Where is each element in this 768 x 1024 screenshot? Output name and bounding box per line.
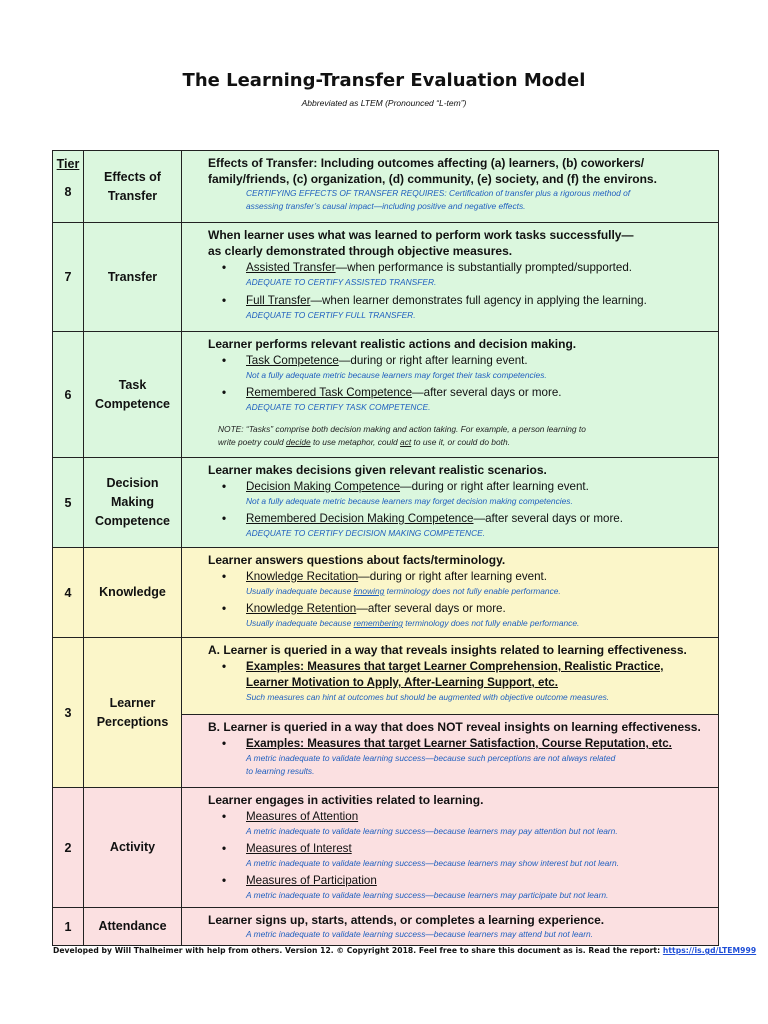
tier-3a-bullet xyxy=(208,659,710,675)
tier-5-row xyxy=(53,458,719,548)
tier-5-bullet-2 xyxy=(208,511,710,527)
tier-3b-note-2: to learning results. xyxy=(246,766,315,776)
knowledge-recitation-term: Knowledge Recitation xyxy=(246,570,359,583)
tier-1-note: A metric inadequate to validate learning success—because learners may attend but not learn. xyxy=(246,929,593,939)
tier-2-row xyxy=(53,788,719,908)
tier-3a-note: Such measures can hint at outcomes but should be augmented with objective outcome measures. xyxy=(246,692,610,702)
tier-2-bullet-3-note: A metric inadequate to validate learning success—because learners may participate but not learn. xyxy=(246,890,609,900)
tier-6-lead: Learner performs relevant realistic actions and decision making. xyxy=(208,337,577,351)
tier-6-bullet-1-note: Not a fully adequate metric because learners may forget their task competencies. xyxy=(246,370,547,380)
report-link[interactable]: https://is.gd/LTEM999 xyxy=(662,946,757,955)
tier-2-bullet-1-note: A metric inadequate to validate learning success—because learners may pay attention but not learn. xyxy=(246,826,618,836)
tier-5-name-line-2: Making xyxy=(110,495,155,509)
knowledge-recitation-desc: —during or right after learning event. xyxy=(358,570,547,583)
footer xyxy=(53,946,757,955)
tier-7-bullet-1 xyxy=(208,260,710,276)
tier-3b-lead: B. Learner is queried in a way that does NOT reveal insights on learning effectiveness. xyxy=(208,720,701,734)
tier-6-name-line-2: Competence xyxy=(94,396,171,411)
tier-6-tasks-note-1: NOTE: “Tasks” comprise both decision making and action taking. For example, a person learning to xyxy=(218,424,586,434)
tier-4-name: Knowledge xyxy=(84,548,182,638)
tier-6-number: 6 xyxy=(53,332,84,458)
tier-4-note-2-part-1: Usually inadequate because xyxy=(246,618,354,628)
tier-6-tasks-note-part-3: to use it, or could do both. xyxy=(411,437,510,447)
assisted-transfer-term: Assisted Transfer xyxy=(246,261,336,274)
tier-1-lead: Learner signs up, starts, attends, or completes a learning experience. xyxy=(208,913,605,927)
tier-4-note-1-part-1: Usually inadequate because xyxy=(246,586,354,596)
tier-5-description xyxy=(182,458,719,548)
remembered-task-competence-desc: —after several days or more. xyxy=(412,386,562,399)
tier-8-row xyxy=(53,151,719,223)
full-transfer-desc: —when learner demonstrates full agency in applying the learning. xyxy=(310,294,647,307)
tier-3b-note-1: A metric inadequate to validate learning success—because such perceptions are not always related xyxy=(246,753,616,763)
tier-4-lead: Learner answers questions about facts/terminology. xyxy=(208,553,506,567)
tier-4-row xyxy=(53,548,719,638)
measures-of-attention: Measures of Attention xyxy=(246,810,359,823)
tier-2-bullet-2 xyxy=(208,841,710,857)
tier-3a-row xyxy=(53,638,719,715)
tier-6-tasks-note-2 xyxy=(208,436,710,449)
tier-2-bullet-2-note: A metric inadequate to validate learning success—because learners may show interest but not learn. xyxy=(246,858,620,868)
tier-5-number: 5 xyxy=(53,458,84,548)
tier-8-note-2: assessing transfer’s causal impact—including positive and negative effects. xyxy=(246,201,526,211)
measures-of-interest: Measures of Interest xyxy=(246,842,352,855)
tier-8-note-1: CERTIFYING EFFECTS OF TRANSFER REQUIRES: Certification of transfer plus a rigorous method of xyxy=(246,188,631,198)
tier-6-name-cell xyxy=(84,332,182,458)
ltem-table xyxy=(52,150,719,946)
assisted-transfer-desc: —when performance is substantially prompted/supported. xyxy=(335,261,633,274)
tier-2-description xyxy=(182,788,719,908)
tier-1-description xyxy=(182,908,719,946)
tier-6-tasks-note-part-2: to use metaphor, could xyxy=(310,437,401,447)
tier-4-number: 4 xyxy=(53,548,84,638)
tier-7-bullet-2 xyxy=(208,293,710,309)
tier-5-lead: Learner makes decisions given relevant realistic scenarios. xyxy=(208,463,547,477)
decision-making-competence-term: Decision Making Competence xyxy=(246,480,401,493)
knowledge-retention-desc: —after several days or more. xyxy=(356,602,506,615)
tier-8-name-line-2: Transfer xyxy=(107,188,158,203)
tier-5-name-line-3: Competence xyxy=(94,514,171,528)
tier-column-header: Tier xyxy=(56,157,80,171)
tier-3-number: 3 xyxy=(53,638,84,788)
tier-4-note-1-part-2: terminology does not fully enable performance. xyxy=(384,586,561,596)
tier-4-description xyxy=(182,548,719,638)
footer-text: Developed by Will Thalheimer with help from others. Version 12. © Copyright 2018. Feel free to share this document as is. Read the report: xyxy=(53,946,663,955)
tier-4-bullet-2-note xyxy=(208,617,710,630)
tier-5-bullet-1 xyxy=(208,479,710,495)
tier-8-name-line-1: Effects of xyxy=(104,169,161,184)
tier-2-bullet-1 xyxy=(208,809,710,825)
tier-8-number-cell xyxy=(53,151,84,223)
tier-6-tasks-note-act: act xyxy=(400,437,412,447)
tier-6-name-line-1: Task xyxy=(118,377,147,392)
knowledge-retention-term: Knowledge Retention xyxy=(246,602,357,615)
tier-6-description xyxy=(182,332,719,458)
tier-3b-examples: Examples: Measures that target Learner Satisfaction, Course Reputation, etc. xyxy=(246,737,672,750)
page-title: The Learning-Transfer Evaluation Model xyxy=(182,70,586,91)
tier-8-description xyxy=(182,151,719,223)
tier-4-bullet-1-note xyxy=(208,585,710,598)
tier-3a-examples-line-2-wrap xyxy=(208,675,710,691)
tier-1-row xyxy=(53,908,719,946)
tier-4-bullet-2 xyxy=(208,601,710,617)
tier-3b-bullet xyxy=(208,736,710,752)
tier-6-tasks-note-decide: decide xyxy=(285,437,311,447)
tier-3-name-line-1: Learner xyxy=(109,695,156,710)
decision-making-competence-desc: —during or right after learning event. xyxy=(400,480,589,493)
tier-4-bullet-1 xyxy=(208,569,710,585)
tier-8-name-cell xyxy=(84,151,182,223)
tier-7-number: 7 xyxy=(53,223,84,332)
tier-4-note-2-part-2: terminology does not fully enable performance. xyxy=(402,618,580,628)
full-transfer-term: Full Transfer xyxy=(246,294,311,307)
tier-5-name-cell xyxy=(84,458,182,548)
tier-5-bullet-1-note: Not a fully adequate metric because learners may forget decision making competencies. xyxy=(246,496,573,506)
tier-8-number: 8 xyxy=(64,185,72,199)
tier-3b-description xyxy=(182,715,719,788)
tier-7-lead-1: When learner uses what was learned to perform work tasks successfully— xyxy=(208,228,634,242)
measures-of-participation: Measures of Participation xyxy=(246,874,377,887)
tier-6-row xyxy=(53,332,719,458)
tier-3-name-cell xyxy=(84,638,182,788)
tier-1-number: 1 xyxy=(53,908,84,946)
tier-3a-examples-line-2: Learner Motivation to Apply, After-Learning Support, etc. xyxy=(246,676,558,689)
tier-3a-examples-line-1: Examples: Measures that target Learner Comprehension, Realistic Practice, xyxy=(246,660,664,673)
remembered-decision-making-desc: —after several days or more. xyxy=(473,512,623,525)
task-competence-desc: —during or right after learning event. xyxy=(338,354,528,367)
tier-2-lead: Learner engages in activities related to learning. xyxy=(208,793,484,807)
page-subtitle: Abbreviated as LTEM (Pronounced “L-tem”) xyxy=(301,98,467,108)
remembered-task-competence-term: Remembered Task Competence xyxy=(246,386,413,399)
tier-8-lead-2: family/friends, (c) organization, (d) community, (e) society, and (f) the environs. xyxy=(208,172,657,186)
task-competence-term: Task Competence xyxy=(246,354,339,367)
tier-1-name: Attendance xyxy=(84,908,182,946)
tier-6-bullet-2-note: ADEQUATE TO CERTIFY TASK COMPETENCE. xyxy=(246,402,431,412)
tier-8-lead-1: Effects of Transfer: Including outcomes affecting (a) learners, (b) coworkers/ xyxy=(208,156,645,170)
tier-7-row xyxy=(53,223,719,332)
tier-7-bullet-1-note: ADEQUATE TO CERTIFY ASSISTED TRANSFER. xyxy=(246,277,437,287)
tier-7-bullet-2-note: ADEQUATE TO CERTIFY FULL TRANSFER. xyxy=(246,310,416,320)
tier-4-note-2-remembering: remembering xyxy=(353,618,403,628)
remembered-decision-making-term: Remembered Decision Making Competence xyxy=(246,512,474,525)
tier-4-note-1-knowing: knowing xyxy=(353,586,385,596)
tier-6-bullet-1 xyxy=(208,353,710,369)
tier-2-bullet-3 xyxy=(208,873,710,889)
tier-6-tasks-note-part-1: write poetry could xyxy=(218,437,286,447)
tier-7-description xyxy=(182,223,719,332)
tier-2-number: 2 xyxy=(53,788,84,908)
tier-5-name-line-1: Decision xyxy=(106,476,159,490)
tier-3-name-line-2: Perceptions xyxy=(96,714,169,729)
tier-5-bullet-2-note: ADEQUATE TO CERTIFY DECISION MAKING COMPETENCE. xyxy=(246,528,486,538)
tier-3a-description xyxy=(182,638,719,715)
tier-2-name: Activity xyxy=(84,788,182,908)
tier-7-name: Transfer xyxy=(84,223,182,332)
tier-7-lead-2: as clearly demonstrated through objective measures. xyxy=(208,244,513,258)
tier-6-bullet-2 xyxy=(208,385,710,401)
tier-3a-lead: A. Learner is queried in a way that reveals insights related to learning effectiveness. xyxy=(208,643,687,657)
